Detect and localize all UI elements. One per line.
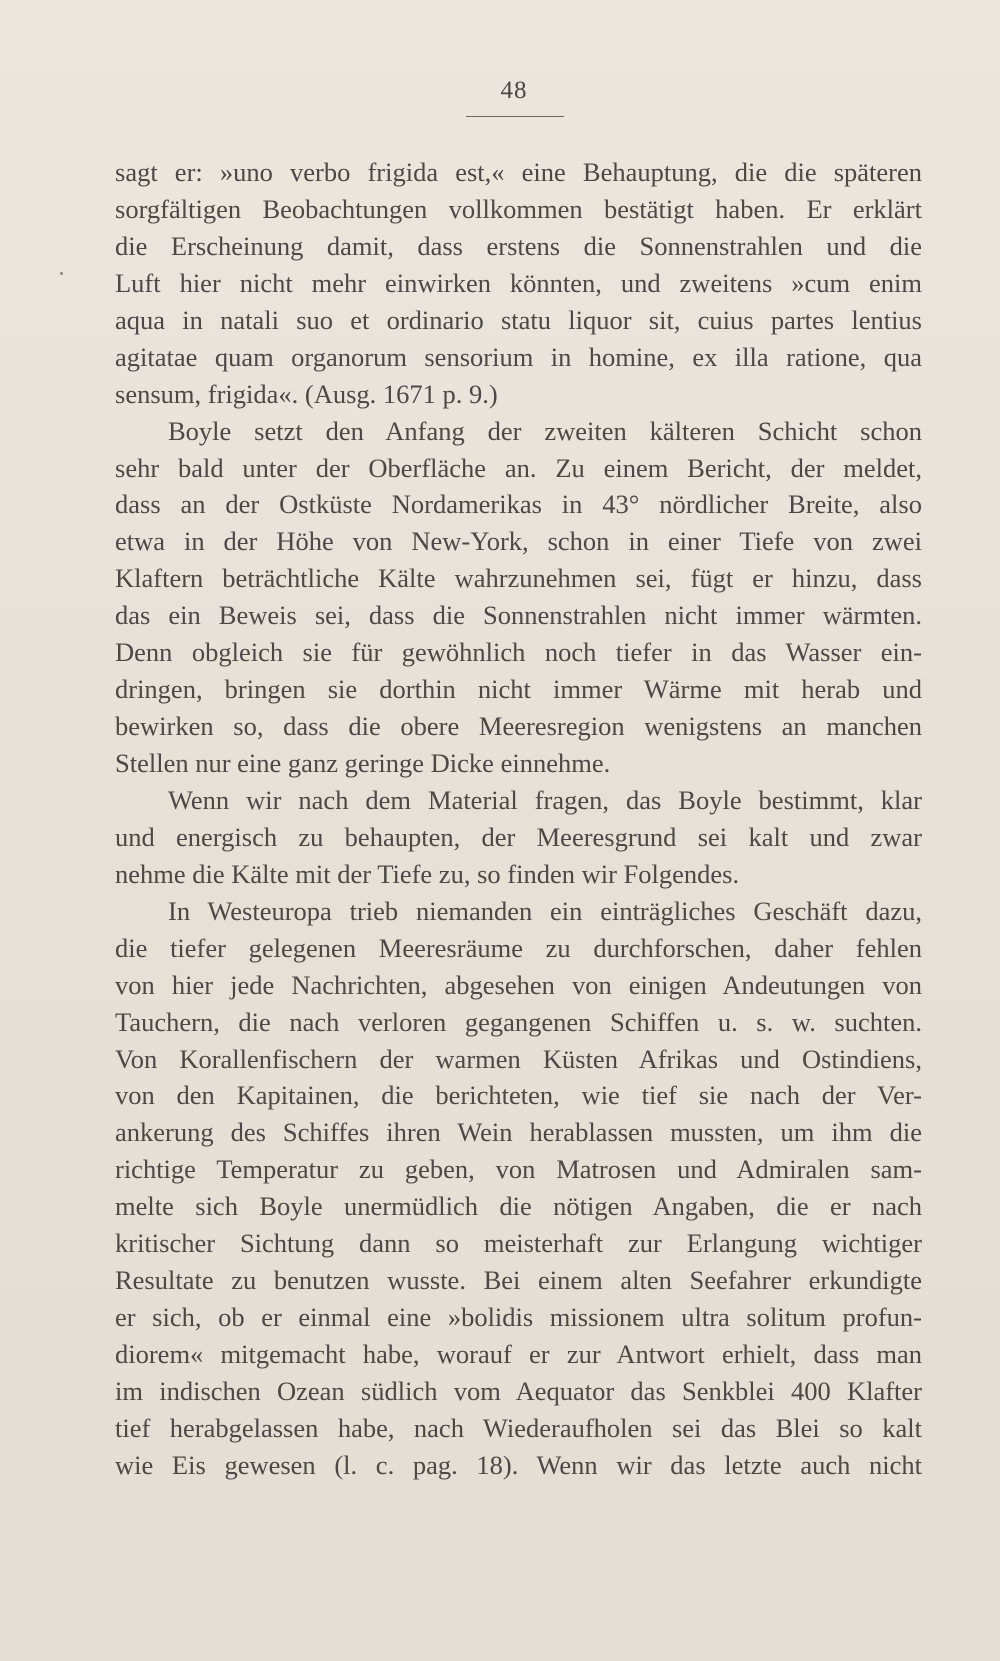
text-line: von hier jede Nachrichten, abgesehen von einigen Andeutungen von <box>115 969 922 1000</box>
page-number: 48 <box>500 77 528 104</box>
text-line: melte sich Boyle unermüdlich die nötigen Angaben, die er nach <box>115 1191 922 1222</box>
text-line: und energisch zu behaupten, der Meeresgrund sei kalt und zwar <box>115 821 922 852</box>
text-line: dass an der Ostküste Nordamerikas in 43° nördlicher Breite, also <box>115 489 922 520</box>
text-line: sorgfältigen Beobachtungen vollkommen bestätigt haben. Er erklärt <box>115 193 922 224</box>
body-text <box>115 154 922 1484</box>
text-line: Boyle setzt den Anfang der zweiten kälteren Schicht schon <box>168 415 922 446</box>
text-line: wie Eis gewesen (l. c. pag. 18). Wenn wir das letzte auch nicht <box>115 1449 922 1480</box>
text-line: bewirken so, dass die obere Meeresregion wenigstens an manchen <box>115 711 922 742</box>
paper-speck <box>60 272 63 275</box>
text-line: im indischen Ozean südlich vom Aequator das Senkblei 400 Klafter <box>115 1375 922 1406</box>
text-line: er sich, ob er einmal eine »bolidis missionem ultra solitum profun- <box>115 1302 922 1333</box>
text-line: dringen, bringen sie dorthin nicht immer Wärme mit herab und <box>115 674 922 705</box>
text-line: kritischer Sichtung dann so meisterhaft zur Erlangung wichtiger <box>115 1228 922 1259</box>
text-line: die tiefer gelegenen Meeresräume zu durchforschen, daher fehlen <box>115 932 922 963</box>
text-line: aqua in natali suo et ordinario statu liquor sit, cuius partes lentius <box>115 304 922 335</box>
text-line: Wenn wir nach dem Material fragen, das Boyle bestimmt, klar <box>168 784 922 815</box>
text-line: von den Kapitainen, die berichteten, wie tief sie nach der Ver- <box>115 1080 922 1111</box>
text-line: ankerung des Schiffes ihren Wein herablassen mussten, um ihm die <box>115 1117 922 1148</box>
text-line: nehme die Kälte mit der Tiefe zu, so finden wir Folgendes. <box>115 858 740 889</box>
text-line: richtige Temperatur zu geben, von Matrosen und Admiralen sam- <box>115 1154 922 1185</box>
text-line: Tauchern, die nach verloren gegangenen Schiffen u. s. w. suchten. <box>115 1006 922 1037</box>
text-line: Luft hier nicht mehr einwirken könnten, und zweitens »cum enim <box>115 267 922 298</box>
text-line: Resultate zu benutzen wusste. Bei einem alten Seefahrer erkundigte <box>115 1265 922 1296</box>
text-line: diorem« mitgemacht habe, worauf er zur Antwort erhielt, dass man <box>115 1339 922 1369</box>
text-line: In Westeuropa trieb niemanden ein einträgliches Geschäft dazu, <box>168 895 922 926</box>
text-line: tief herabgelassen habe, nach Wiederaufholen sei das Blei so kalt <box>115 1412 922 1443</box>
text-line: Klaftern beträchtliche Kälte wahrzunehmen sei, fügt er hinzu, dass <box>115 563 922 594</box>
text-line: etwa in der Höhe von New-York, schon in einer Tiefe von zwei <box>115 526 922 557</box>
text-line: Stellen nur eine ganz geringe Dicke einnehme. <box>115 748 611 778</box>
text-line: Denn obgleich sie für gewöhnlich noch tiefer in das Wasser ein- <box>115 637 922 668</box>
text-line: das ein Beweis sei, dass die Sonnenstrahlen nicht immer wärmten. <box>115 600 922 631</box>
text-line: sehr bald unter der Oberfläche an. Zu einem Bericht, der meldet, <box>115 452 922 483</box>
page-header <box>464 76 564 106</box>
text-line: Von Korallenfischern der warmen Küsten Afrikas und Ostindiens, <box>115 1043 922 1074</box>
text-line: sensum, frigida«. (Ausg. 1671 p. 9.) <box>115 378 498 409</box>
text-line: agitatae quam organorum sensorium in homine, ex illa ratione, qua <box>115 341 922 372</box>
header-rule <box>466 116 564 117</box>
text-line: sagt er: »uno verbo frigida est,« eine Behauptung, die die späteren <box>115 157 922 187</box>
text-line: die Erscheinung damit, dass erstens die Sonnenstrahlen und die <box>115 230 922 261</box>
